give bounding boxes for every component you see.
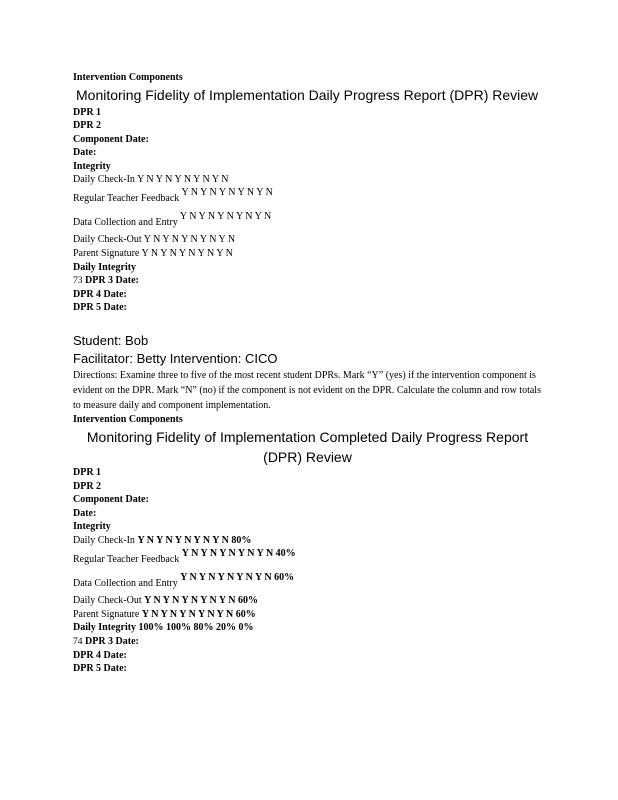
facilitator-intervention: Facilitator: Betty Intervention: CICO <box>73 351 278 366</box>
row-daily-check-out-2 <box>73 595 258 607</box>
integrity-label-2: Integrity <box>73 521 111 532</box>
page-title-2-line-1: Monitoring Fidelity of Implementation Completed Daily Progress Report <box>86 429 529 445</box>
component-date-label: Component Date: <box>73 134 149 145</box>
row-daily-check-in-2 <box>73 535 251 547</box>
row-marks: Y N Y N Y N Y N Y N <box>141 248 233 259</box>
row-label: Daily Check-Out <box>73 234 142 245</box>
page-number-2: 74 <box>73 637 83 647</box>
row-data-collection-entry <box>73 211 272 229</box>
page-number: 73 <box>73 276 83 286</box>
component-date-label-2: Component Date: <box>73 494 149 505</box>
row-label: Regular Teacher Feedback <box>73 554 180 565</box>
date-label: Date: <box>73 147 97 158</box>
dpr-4-date-label-2: DPR 4 Date: <box>73 650 127 661</box>
dpr-3-date-label: DPR 3 Date: <box>85 275 139 286</box>
daily-integrity-totals: Daily Integrity 100% 100% 80% 20% 0% <box>73 622 254 633</box>
row-label: Regular Teacher Feedback <box>73 193 180 204</box>
dpr-2-label-2: DPR 2 <box>73 481 102 492</box>
row-label: Parent Signature <box>73 609 140 620</box>
row-marks: Y N Y N Y N Y N Y N 40% <box>181 548 296 559</box>
row-marks: Y N Y N Y N Y N Y N <box>181 187 273 198</box>
row-daily-check-out <box>73 234 235 246</box>
daily-integrity-label: Daily Integrity <box>73 262 137 273</box>
dpr-2-label: DPR 2 <box>73 120 102 131</box>
row-label: Daily Check-In <box>73 174 135 185</box>
row-label: Data Collection and Entry <box>73 217 178 228</box>
row-marks: Y N Y N Y N Y N Y N <box>143 234 236 245</box>
row-parent-signature <box>73 248 233 260</box>
row-data-collection-entry-2 <box>73 572 295 590</box>
row-regular-teacher-feedback <box>73 187 273 205</box>
row-marks: Y N Y N Y N Y N Y N 80% <box>137 535 252 546</box>
dpr-3-row-2 <box>73 636 139 648</box>
section-heading-2: Intervention Components <box>73 414 183 425</box>
page-title-2-line-2: (DPR) Review <box>263 449 352 465</box>
dpr-3-row <box>73 275 139 287</box>
row-parent-signature-2 <box>73 609 256 621</box>
date-label-2: Date: <box>73 508 97 519</box>
row-marks: Y N Y N Y N Y N Y N 60% <box>141 609 256 620</box>
row-marks: Y N Y N Y N Y N Y N <box>137 174 229 185</box>
row-marks: Y N Y N Y N Y N Y N <box>179 211 272 222</box>
row-regular-teacher-feedback-2 <box>73 548 296 566</box>
row-daily-check-in <box>73 174 228 186</box>
dpr-3-date-label-2: DPR 3 Date: <box>85 636 139 647</box>
dpr-5-date-label-2: DPR 5 Date: <box>73 663 127 674</box>
row-label: Parent Signature <box>73 248 140 259</box>
integrity-label: Integrity <box>73 161 111 172</box>
row-label: Daily Check-Out <box>73 595 142 606</box>
row-label: Daily Check-In <box>73 535 135 546</box>
row-marks: Y N Y N Y N Y N Y N 60% <box>144 595 258 606</box>
section-heading: Intervention Components <box>73 72 183 83</box>
dpr-4-date-label: DPR 4 Date: <box>73 289 127 300</box>
directions-text: Directions: Examine three to five of the most recent student DPRs. Mark “Y” (yes) if the intervention component is evident on the DPR. Mark “N” (no) if the component is not evident on the DPR. Calculate the column and row totals to measure daily and component implementation. <box>73 370 541 411</box>
dpr-1-label: DPR 1 <box>73 107 102 118</box>
dpr-1-label-2: DPR 1 <box>73 467 102 478</box>
page-title: Monitoring Fidelity of Implementation Daily Progress Report (DPR) Review <box>76 87 539 103</box>
row-marks: Y N Y N Y N Y N Y N 60% <box>180 572 295 583</box>
row-label: Data Collection and Entry <box>73 578 178 589</box>
student-name: Student: Bob <box>73 333 149 348</box>
dpr-5-date-label: DPR 5 Date: <box>73 302 127 313</box>
